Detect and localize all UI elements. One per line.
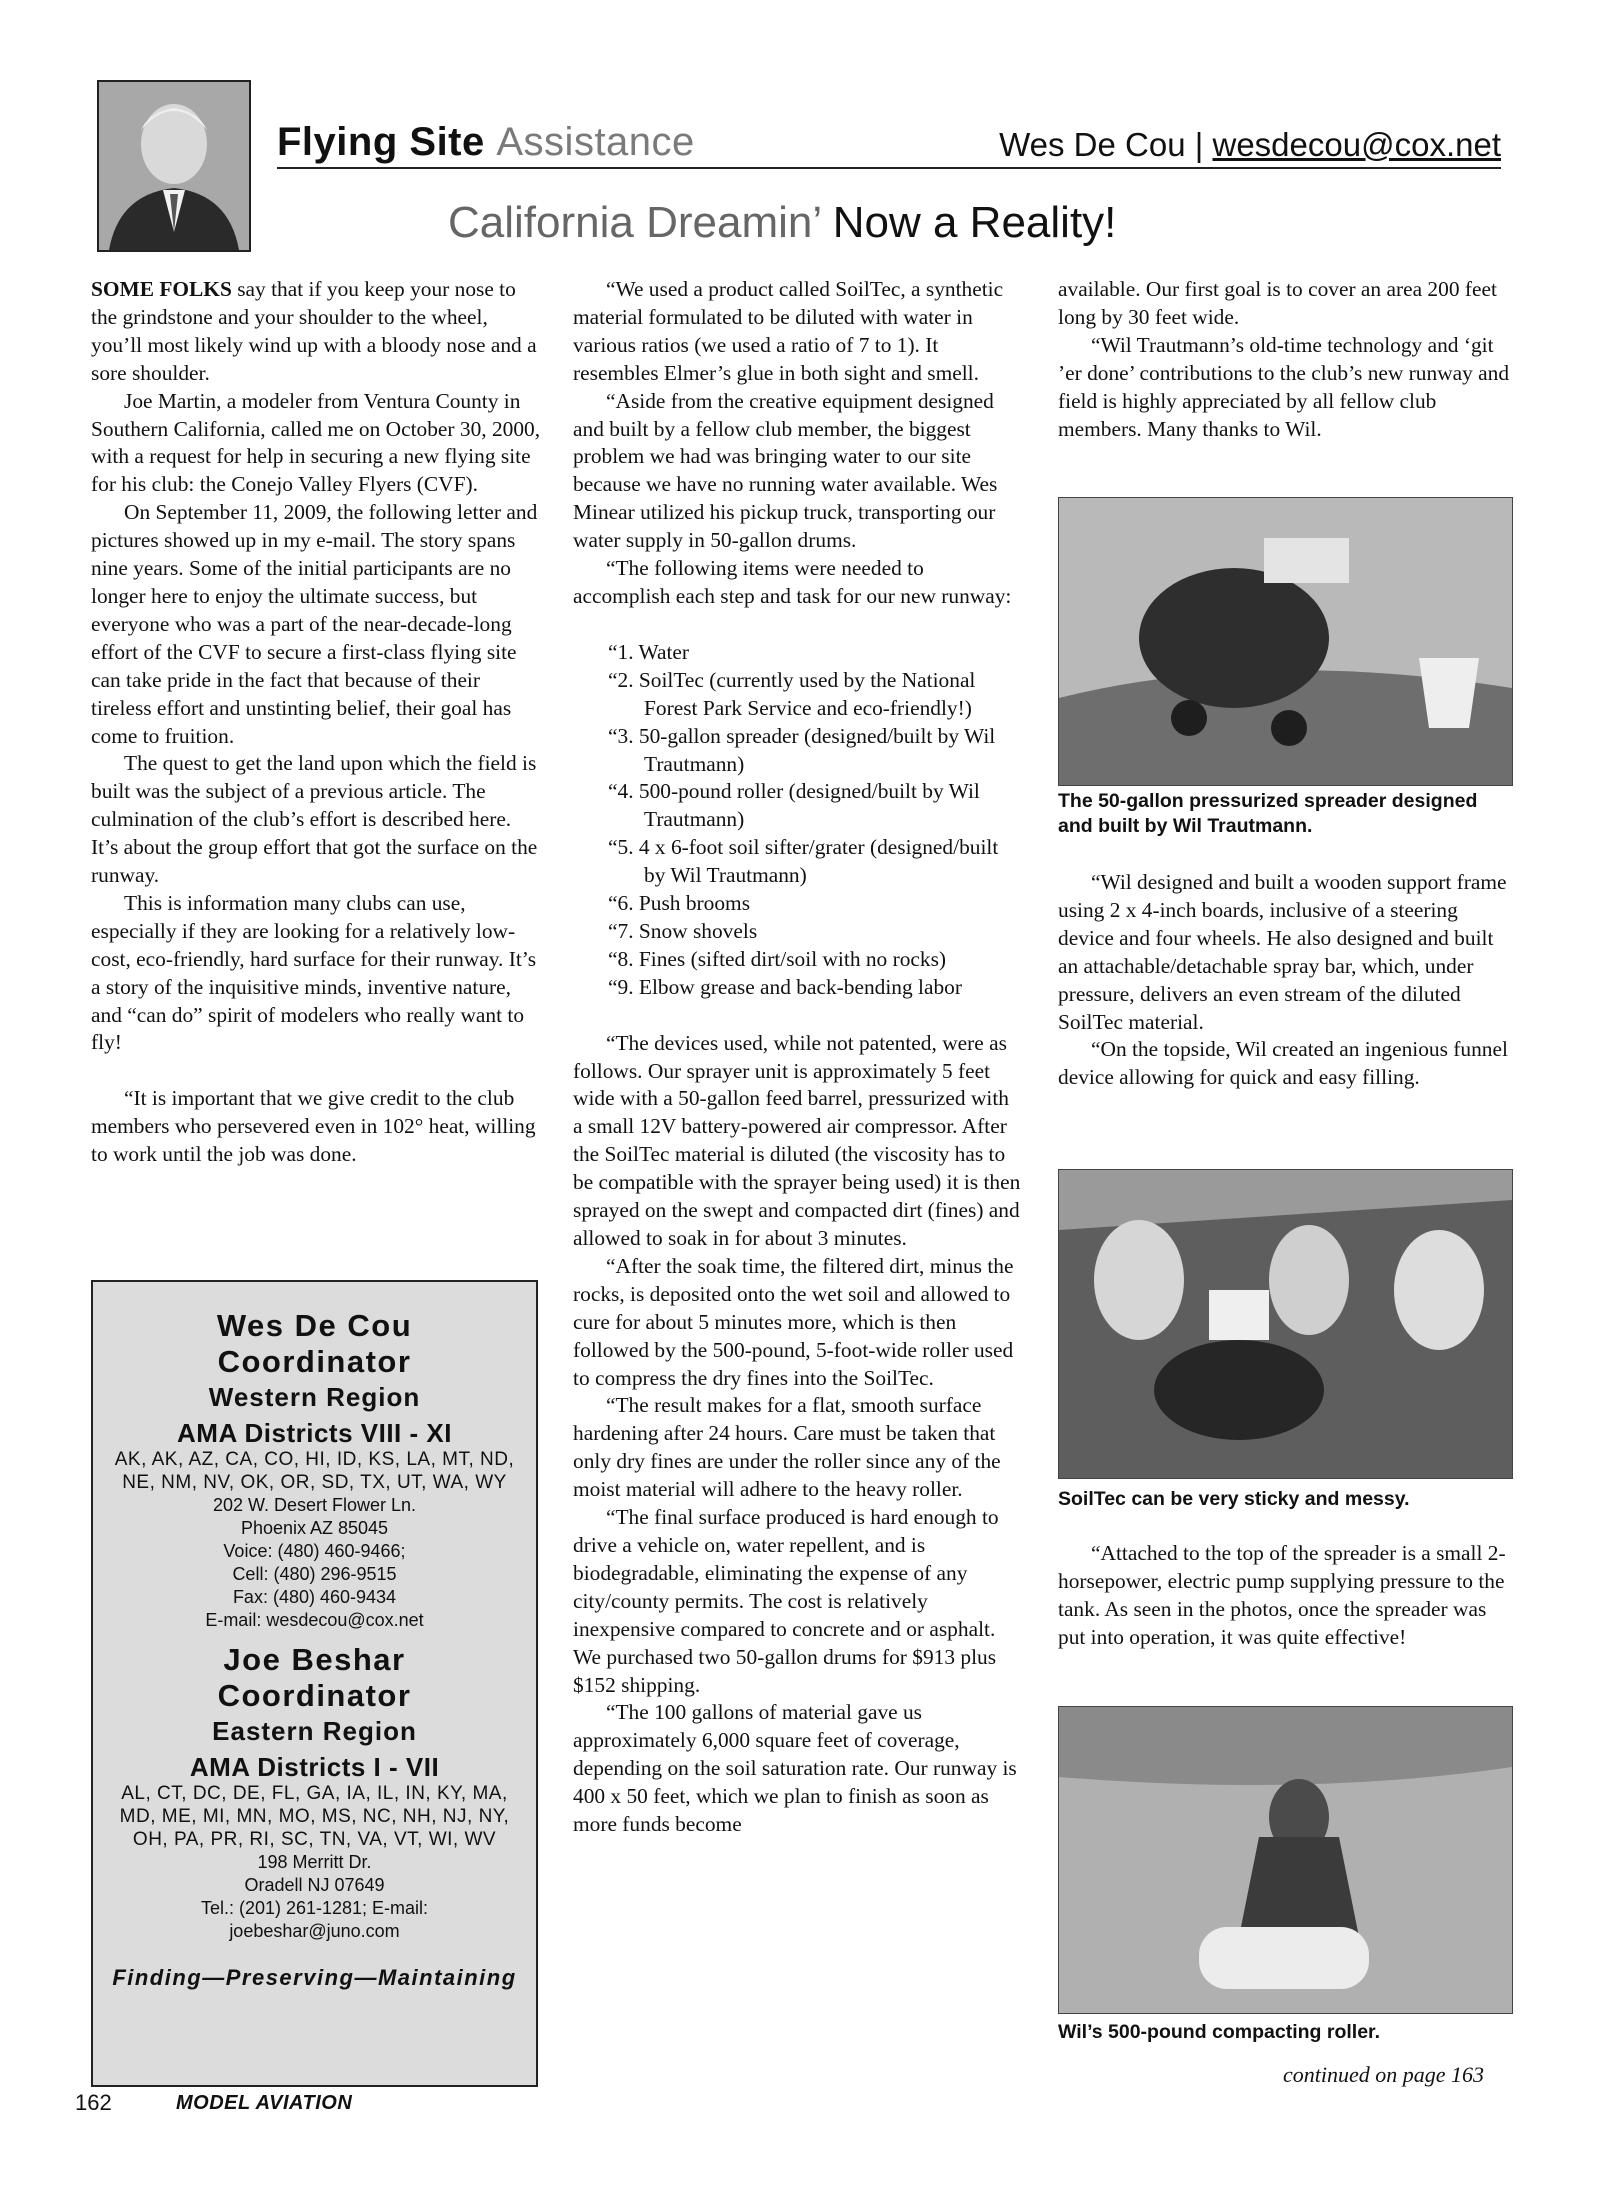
article-column-1 bbox=[91, 276, 541, 1169]
paragraph: This is information many clubs can use, especially if they are looking for a relatively low-cost, eco-friendly, hard surface for their runway. It’s a story of the inquisitive minds, inventive nature, and “can do” spirit of modelers who really want to fly! bbox=[91, 890, 537, 1055]
coordinator-tel: Tel.: (201) 261-1281; E-mail: bbox=[200, 1898, 429, 1918]
coordinator-address: 202 W. Desert Flower Ln. bbox=[212, 1495, 417, 1515]
spreader-photo-art bbox=[1059, 498, 1512, 785]
coordinator-city: Oradell NJ 07649 bbox=[244, 1875, 385, 1895]
paragraph: “We used a product called SoilTec, a synthetic material formulated to be diluted with water in various ratios (we used a ratio of 7 to 1). It resembles Elmer’s glue in both sight and smell. bbox=[573, 277, 1004, 385]
list-item: “8. Fines (sifted dirt/soil with no rocks) bbox=[608, 946, 947, 971]
coordinator-voice: Voice: (480) 460-9466; bbox=[223, 1541, 406, 1561]
workers-photo bbox=[1058, 1169, 1513, 1479]
paragraph: “Attached to the top of the spreader is a small 2-horsepower, electric pump supplying pressure to the tank. As seen in the photos, once the spreader was put into operation, it was quite effective! bbox=[1058, 1541, 1506, 1649]
list-item: “2. SoilTec (currently used by the National Forest Park Service and eco-friendly!) bbox=[608, 667, 976, 720]
header-rule bbox=[277, 167, 1501, 169]
roller-photo-art bbox=[1059, 1707, 1512, 2013]
coordinator-city: Phoenix AZ 85045 bbox=[240, 1518, 389, 1538]
coordinator-title: Coordinator bbox=[217, 1678, 412, 1713]
list-item: “4. 500-pound roller (designed/built by Wil Trautmann) bbox=[608, 779, 980, 832]
author-portrait bbox=[97, 80, 251, 252]
article-column-3-top bbox=[1058, 276, 1513, 443]
byline-separator: | bbox=[1194, 126, 1204, 163]
page-number: 162 bbox=[75, 2090, 112, 2115]
paragraph: “After the soak time, the filtered dirt, minus the rocks, is deposited onto the wet soil and allowed to cure for about 5 minutes more, which is then followed by the 500-pound, 5-foot-wide roller used to compress the dry fines into the SoilTec. bbox=[573, 1253, 1014, 1390]
coordinator-region: Western Region bbox=[208, 1382, 421, 1412]
photo-caption: SoilTec can be very sticky and messy. bbox=[1058, 1488, 1410, 1510]
paragraph: Joe Martin, a modeler from Ventura County in Southern California, called me on October 30, 2000, with a request for help in securing a new flying site for his club: the Conejo Valley Flyers (CVF). bbox=[91, 388, 541, 497]
paragraph: “Aside from the creative equipment designed and built by a fellow club member, the biggest problem we had was bringing water to our site because we have no running water available. Wes Minear utilized his pickup truck, transporting our water supply in 50-gallon drums. bbox=[573, 388, 998, 553]
paragraph: “The final surface produced is hard enough to drive a vehicle on, water repellent, and is biodegradable, eliminating the expense of any city/county permits. The cost is relatively inexpensive compared to concrete and or asphalt. We purchased two 50-gallon drums for $913 plus $152 shipping. bbox=[573, 1505, 999, 1697]
department-title: Flying Site Assistance bbox=[277, 120, 695, 164]
photo-caption: The 50-gallon pressurized spreader designed and built by Wil Trautmann. bbox=[1058, 790, 1478, 837]
paragraph: “Wil Trautmann’s old-time technology and ‘git ’er done’ contributions to the club’s new runway and field is highly appreciated by all fellow club members. Many thanks to Wil. bbox=[1058, 332, 1510, 441]
paragraph: “Wil designed and built a wooden support frame using 2 x 4-inch boards, inclusive of a steering device and four wheels. He also designed and built an attachable/detachable spray bar, which, under pressure, delivers an even stream of the diluted SoilTec material. bbox=[1058, 870, 1507, 1034]
paragraph: available. Our first goal is to cover an area 200 feet long by 30 feet wide. bbox=[1058, 277, 1497, 329]
list-item: “6. Push brooms bbox=[608, 891, 751, 916]
coordinator-districts: AMA Districts I - VII bbox=[189, 1752, 440, 1782]
coordinator-name: Wes De Cou bbox=[216, 1308, 413, 1343]
workers-photo-art bbox=[1059, 1170, 1512, 1478]
paragraph: “The result makes for a flat, smooth surface hardening after 24 hours. Care must be taken that only dry fines are under the roller since any of the moist material will adhere to the heavy roller. bbox=[573, 1393, 1001, 1502]
paragraph: “The devices used, while not patented, were as follows. Our sprayer unit is approximately 5 feet wide with a 50-gallon feed barrel, pressurized with a small 12V battery-powered air compressor. After the SoilTec material is diluted (the viscosity has to be compatible with the sprayer being used) it is then sprayed on the swept and compacted dirt (fines) and allowed to soak in for about 3 minutes. bbox=[573, 1030, 1021, 1250]
spreader-photo bbox=[1058, 497, 1513, 786]
paragraph: “The following items were needed to accomplish each step and task for our new runway: bbox=[573, 556, 1012, 608]
items-list bbox=[573, 639, 1023, 1002]
coordinator-email[interactable]: joebeshar@juno.com bbox=[229, 1921, 400, 1941]
roller-photo bbox=[1058, 1706, 1513, 2014]
article-headline: California Dreamin’ Now a Reality! bbox=[448, 198, 1117, 247]
paragraph: On September 11, 2009, the following letter and pictures showed up in my e-mail. The story spans nine years. Some of the initial participants are no longer here to enjoy the ultimate success, but everyone who was a part of the near-decade-long effort of the CVF to secure a first-class flying site can take pride in the fact that because of their tireless effort and unstinting belief, their goal has come to fruition. bbox=[91, 500, 538, 748]
coordinator-cell: Cell: (480) 296-9515 bbox=[232, 1564, 397, 1584]
article-column-3-middle bbox=[1058, 869, 1513, 1092]
paragraph: “On the topside, Wil created an ingenious funnel device allowing for quick and easy filling. bbox=[1058, 1037, 1508, 1090]
byline bbox=[999, 126, 1501, 164]
paragraph: “The 100 gallons of material gave us approximately 6,000 square feet of coverage, depending on the soil saturation rate. Our runway is 400 x 50 feet, which we plan to finish as soon as more funds become bbox=[573, 1700, 1017, 1837]
coordinator-states: AL, CT, DC, DE, FL, GA, IA, IL, IN, KY, MA, MD, ME, MI, MN, MO, MS, NC, NH, NJ, NY, OH, PA, PR, RI, SC, TN, VA, VT, WI, WV bbox=[119, 1783, 510, 1850]
byline-email-link[interactable]: wesdecou@cox.net bbox=[1212, 126, 1501, 163]
coordinator-states: AK, AK, AZ, CA, CO, HI, ID, KS, LA, MT, ND, NE, NM, NV, OK, OR, SD, TX, UT, WA, WY bbox=[114, 1449, 515, 1493]
article-column-3-bottom bbox=[1058, 1540, 1513, 1652]
coordinator-fax: Fax: (480) 460-9434 bbox=[232, 1587, 397, 1607]
coordinator-email[interactable]: E-mail: wesdecou@cox.net bbox=[205, 1610, 424, 1630]
list-item: “3. 50-gallon spreader (designed/built by Wil Trautmann) bbox=[608, 723, 996, 776]
magazine-name: MODEL AVIATION bbox=[176, 2092, 353, 2114]
author-portrait-figure bbox=[99, 82, 249, 250]
list-item: “1. Water bbox=[608, 639, 690, 664]
paragraph: The quest to get the land upon which the field is built was the subject of a previous article. The culmination of the club’s effort is described here. It’s about the group effort that got the surface on the runway. bbox=[91, 751, 538, 888]
list-item: “9. Elbow grease and back-bending labor bbox=[608, 974, 963, 999]
sidebar-motto: Finding—Preserving—Maintaining bbox=[112, 1965, 517, 1990]
continued-note[interactable]: continued on page 163 bbox=[1283, 2062, 1485, 2087]
article-column-2 bbox=[573, 276, 1023, 1839]
list-item: “7. Snow shovels bbox=[608, 918, 758, 943]
paragraph: “It is important that we give credit to the club members who persevered even in 102° heat, willing to work until the job was done. bbox=[91, 1086, 536, 1167]
list-item: “5. 4 x 6-foot soil sifter/grater (designed/built by Wil Trautmann) bbox=[608, 835, 999, 888]
coordinator-title: Coordinator bbox=[217, 1344, 412, 1379]
coordinator-districts: AMA Districts VIII - XI bbox=[177, 1418, 452, 1448]
paragraph: SOME FOLKS say that if you keep your nose to the grindstone and your shoulder to the wheel, you’ll most likely wind up with a bloody nose and a sore shoulder. bbox=[91, 277, 537, 385]
lead-caps: SOME FOLKS bbox=[91, 277, 232, 301]
coordinator-region: Eastern Region bbox=[212, 1716, 417, 1746]
byline-author: Wes De Cou bbox=[999, 126, 1186, 163]
photo-caption: Wil’s 500-pound compacting roller. bbox=[1058, 2021, 1380, 2043]
coordinator-address: 198 Merritt Dr. bbox=[257, 1852, 372, 1872]
coordinator-sidebar bbox=[91, 1280, 538, 2087]
coordinator-name: Joe Beshar bbox=[223, 1642, 406, 1677]
